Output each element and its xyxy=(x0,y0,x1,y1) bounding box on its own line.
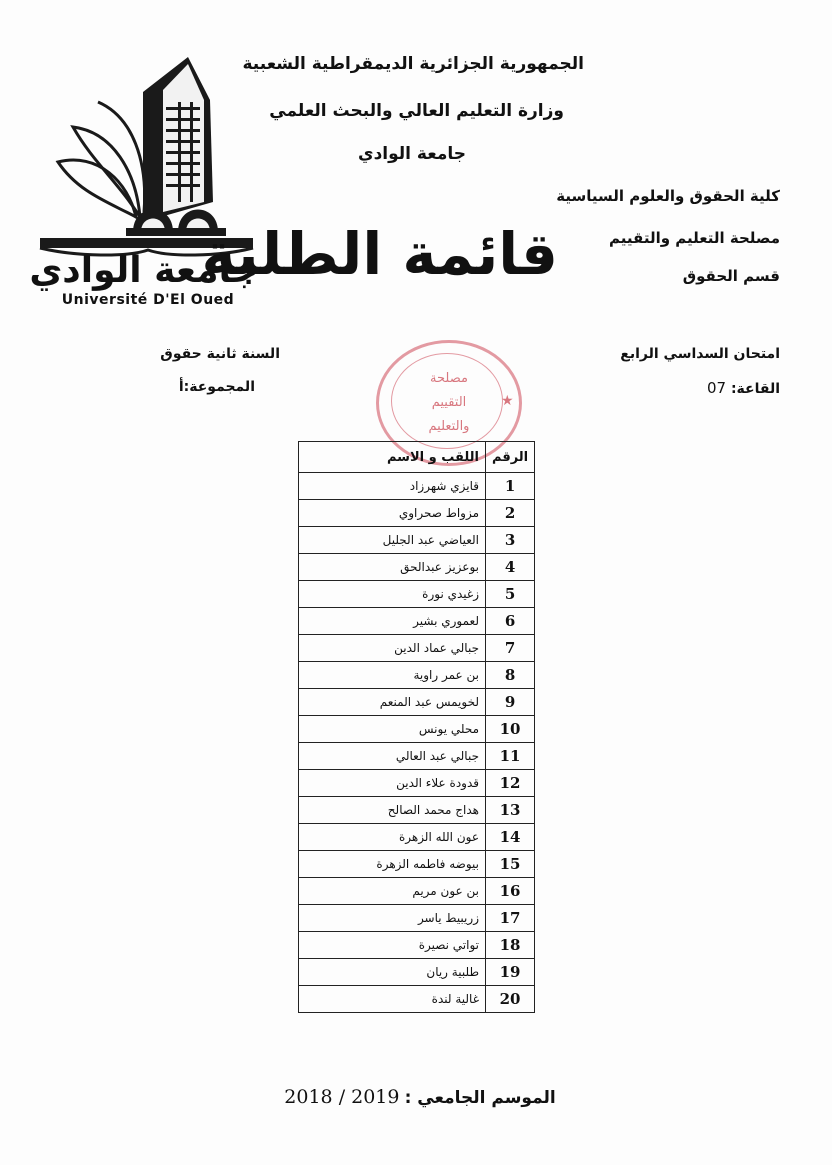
row-number: 5 xyxy=(486,581,535,608)
student-name: مزواط صحراوي xyxy=(299,500,486,527)
stamp-line-1: مصلحة xyxy=(430,371,468,386)
table-row xyxy=(299,635,535,662)
row-number: 14 xyxy=(486,824,535,851)
season-value: 2018 / 2019 xyxy=(284,1086,400,1108)
row-number: 10 xyxy=(486,716,535,743)
department-header: قسم الحقوق xyxy=(682,267,780,285)
stamp-line-2: التقييم xyxy=(431,395,467,410)
student-name: هداج محمد الصالح xyxy=(299,797,486,824)
year-label: السنة ثانية حقوق xyxy=(160,346,280,362)
student-name: طلبية ريان xyxy=(299,959,486,986)
service-header: مصلحة التعليم والتقييم xyxy=(609,229,780,247)
student-name: لعموري بشير xyxy=(299,608,486,635)
row-number: 20 xyxy=(486,986,535,1013)
column-header-number: الرقم xyxy=(486,442,535,473)
student-name: تواتي نصيرة xyxy=(299,932,486,959)
table-row xyxy=(299,905,535,932)
row-number: 2 xyxy=(486,500,535,527)
table-row xyxy=(299,743,535,770)
table-row xyxy=(299,689,535,716)
roster-table xyxy=(298,441,535,1013)
row-number: 8 xyxy=(486,662,535,689)
logo-latin-text: Université D'El Oued xyxy=(61,292,235,308)
row-number: 1 xyxy=(486,473,535,500)
republic-header: الجمهورية الجزائرية الديمقراطية الشعبية xyxy=(242,54,584,74)
table-row xyxy=(299,824,535,851)
student-list-table xyxy=(298,441,535,1013)
row-number: 7 xyxy=(486,635,535,662)
stamp-line-3: والتعليم xyxy=(428,419,470,434)
table-row xyxy=(299,716,535,743)
table-row xyxy=(299,770,535,797)
table-row xyxy=(299,527,535,554)
table-row xyxy=(299,500,535,527)
row-number: 17 xyxy=(486,905,535,932)
row-number: 15 xyxy=(486,851,535,878)
stamp-star-icon: ★ xyxy=(501,393,514,409)
row-number: 3 xyxy=(486,527,535,554)
student-name: جبالي عبد العالي xyxy=(299,743,486,770)
room-value: 07 xyxy=(706,379,727,397)
student-name: لخويمس عبد المنعم xyxy=(299,689,486,716)
student-name: بوعزيز عبدالحق xyxy=(299,554,486,581)
table-row xyxy=(299,473,535,500)
table-row xyxy=(299,851,535,878)
row-number: 18 xyxy=(486,932,535,959)
row-number: 4 xyxy=(486,554,535,581)
table-row xyxy=(299,932,535,959)
table-row xyxy=(299,986,535,1013)
column-header-name: اللقب و الاسم xyxy=(299,442,486,473)
logo-arabic-text: جامعة الوادي xyxy=(29,250,258,291)
student-name: زغيدي نورة xyxy=(299,581,486,608)
faculty-header: كلية الحقوق والعلوم السياسية xyxy=(556,187,780,205)
room-label: القاعة: xyxy=(730,381,780,397)
table-row xyxy=(299,608,535,635)
ministry-header: وزارة التعليم العالي والبحث العلمي xyxy=(269,101,564,121)
table-row xyxy=(299,554,535,581)
student-name: غالية لندة xyxy=(299,986,486,1013)
university-header: جامعة الوادي xyxy=(358,144,466,164)
exam-label: امتحان السداسي الرابع xyxy=(620,346,780,362)
table-row xyxy=(299,878,535,905)
table-row xyxy=(299,581,535,608)
student-name: قدودة علاء الدين xyxy=(299,770,486,797)
season-label: الموسم الجامعي : xyxy=(404,1088,556,1108)
row-number: 19 xyxy=(486,959,535,986)
table-header-row xyxy=(299,442,535,473)
page-title: قائمة الطلبة xyxy=(201,220,558,288)
student-name: زريبيط ياسر xyxy=(299,905,486,932)
table-row xyxy=(299,959,535,986)
room-line xyxy=(640,379,780,397)
student-name: بن عون مريم xyxy=(299,878,486,905)
group-label: المجموعة:أ xyxy=(178,379,255,395)
student-name: قايزي شهرزاد xyxy=(299,473,486,500)
student-name: جبالي عماد الدين xyxy=(299,635,486,662)
row-number: 13 xyxy=(486,797,535,824)
table-row xyxy=(299,797,535,824)
student-name: عون الله الزهرة xyxy=(299,824,486,851)
table-row xyxy=(299,662,535,689)
student-name: بيوضه فاطمه الزهرة xyxy=(299,851,486,878)
student-name: محلي يونس xyxy=(299,716,486,743)
academic-season xyxy=(270,1086,570,1108)
row-number: 9 xyxy=(486,689,535,716)
row-number: 11 xyxy=(486,743,535,770)
row-number: 12 xyxy=(486,770,535,797)
student-name: العياضي عبد الجليل xyxy=(299,527,486,554)
row-number: 6 xyxy=(486,608,535,635)
row-number: 16 xyxy=(486,878,535,905)
student-name: بن عمر راوية xyxy=(299,662,486,689)
